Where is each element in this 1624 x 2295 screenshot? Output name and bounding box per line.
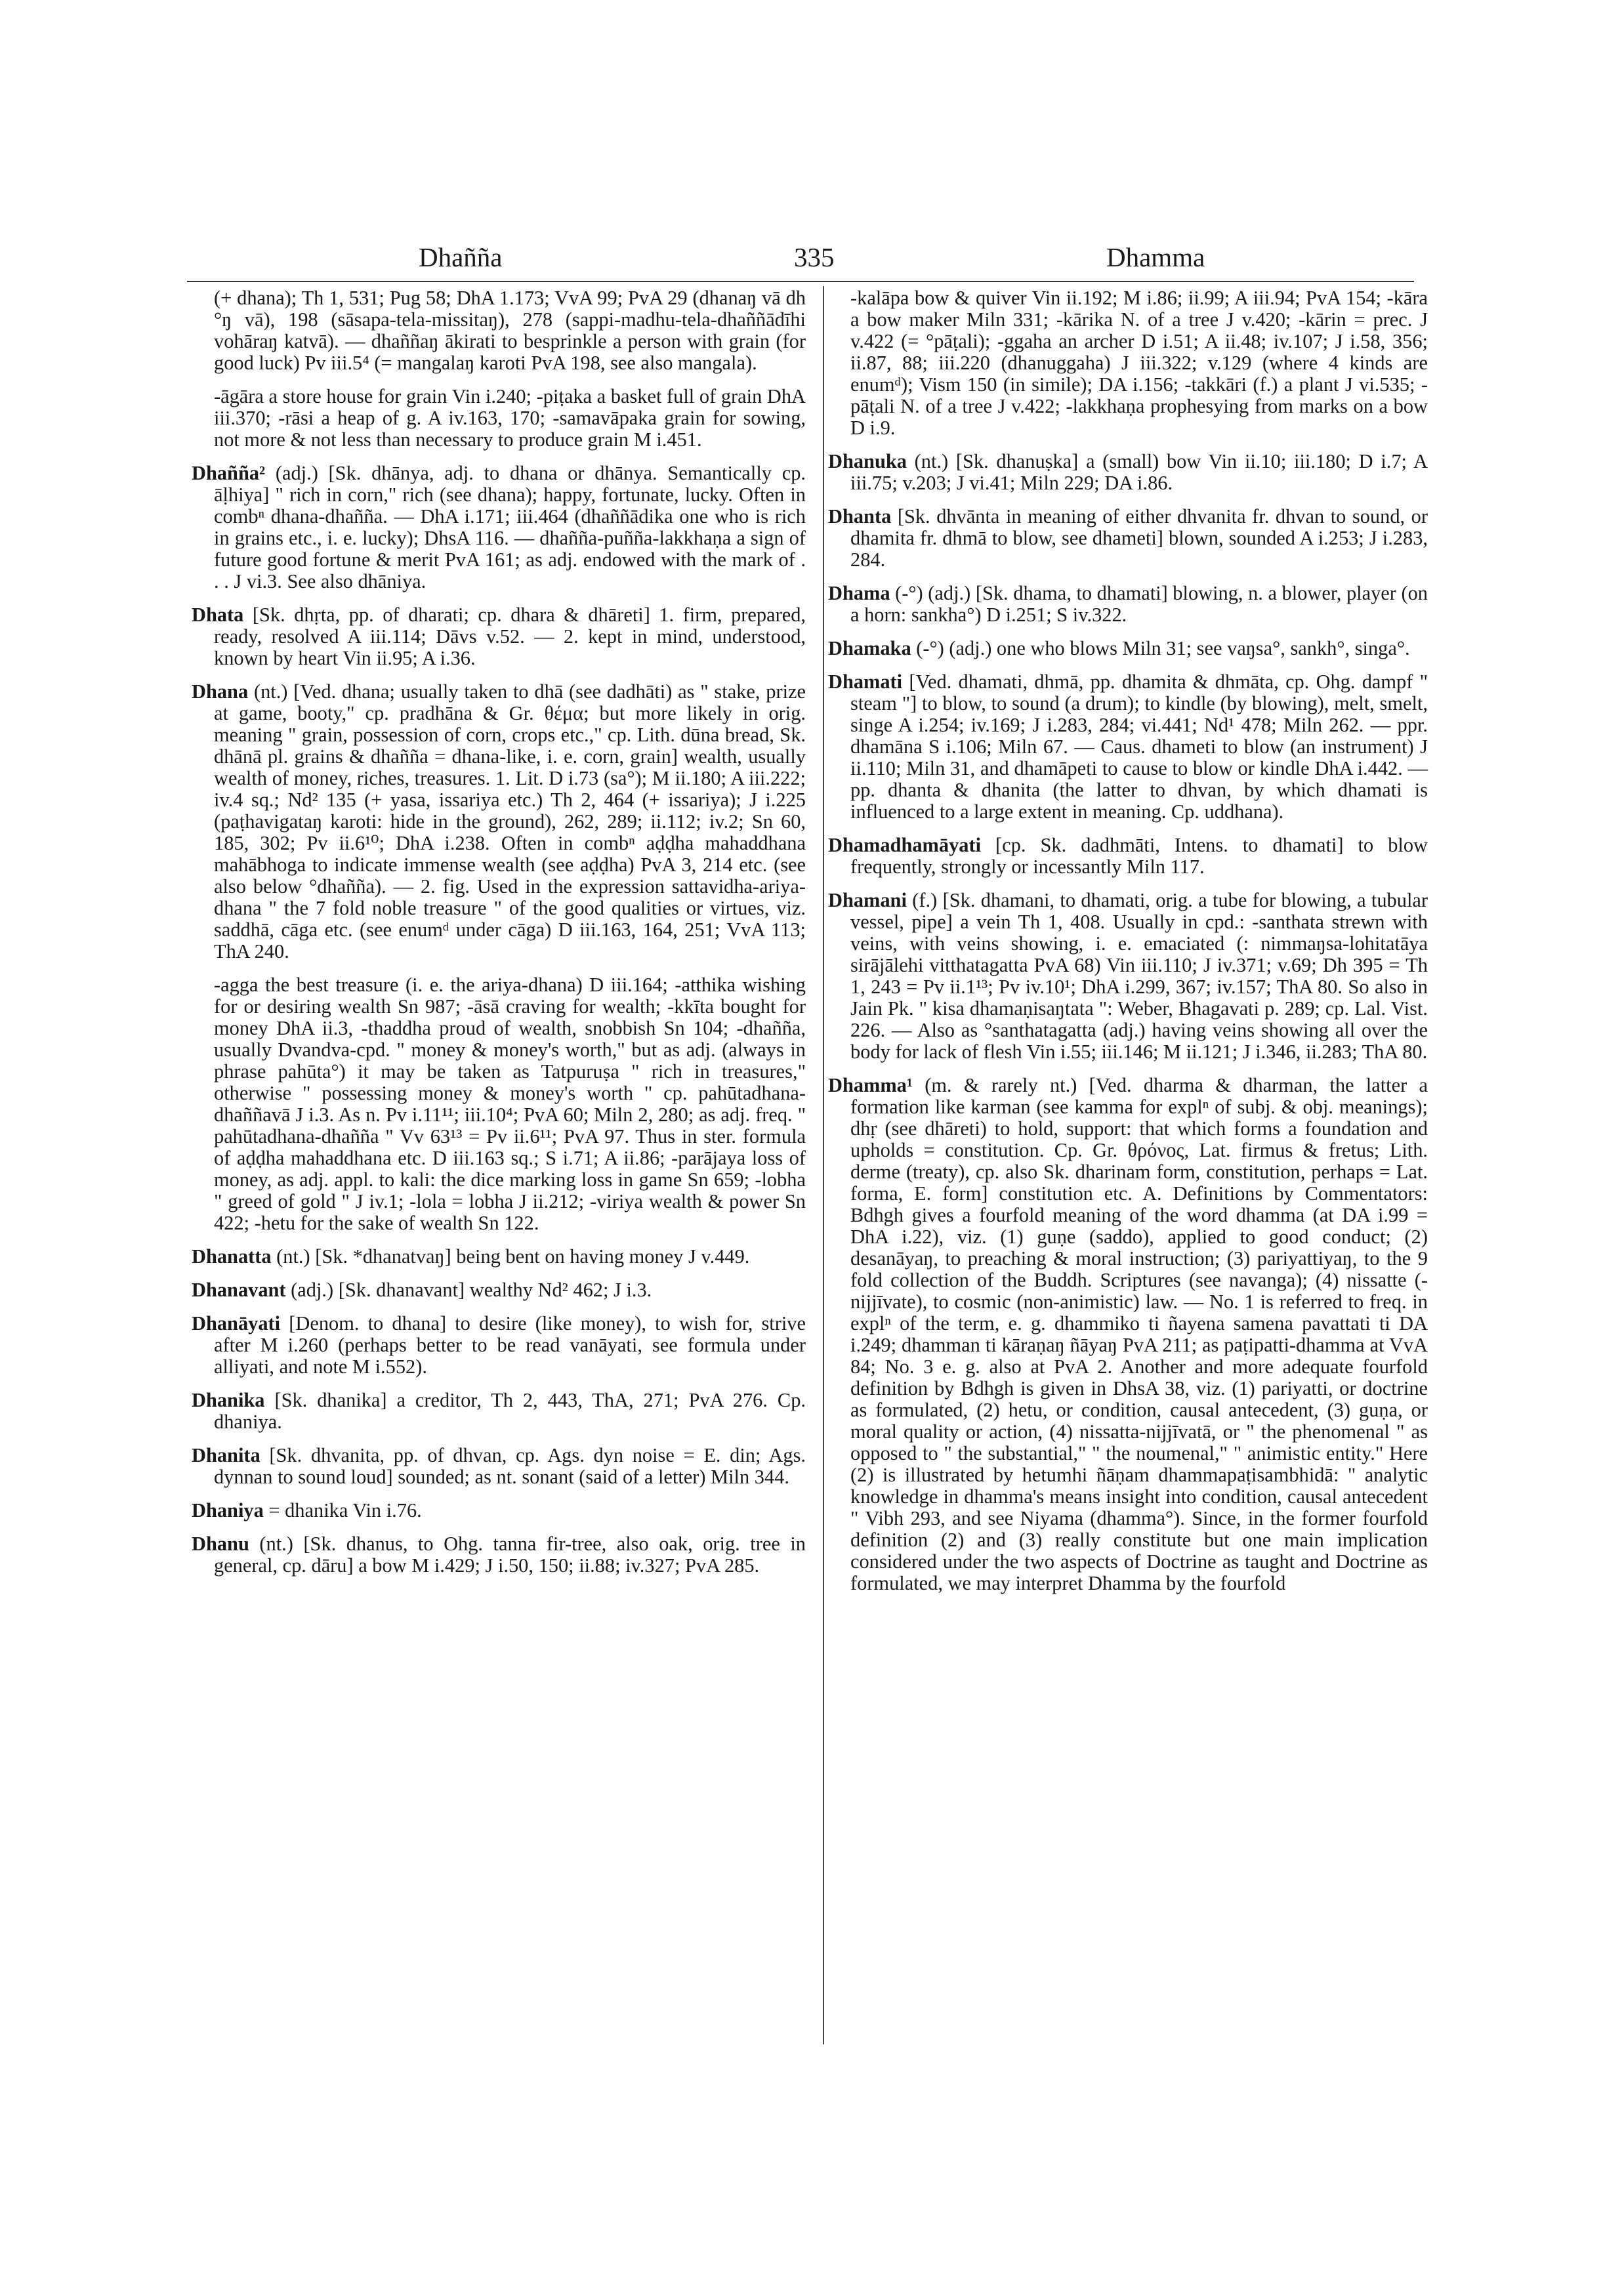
dictionary-entry (192, 1246, 806, 1268)
dictionary-entry (828, 451, 1428, 494)
headword: Dhanatta (192, 1245, 272, 1268)
entry-body: = dhanika Vin i.76. (263, 1499, 422, 1521)
dictionary-entry (192, 1313, 806, 1378)
headword: Dhanu (192, 1533, 249, 1555)
headword: Dhanāyati (192, 1312, 281, 1334)
dictionary-entry (192, 1390, 806, 1433)
dictionary-entry (192, 1533, 806, 1577)
header-right-guide-word: Dhamma (1106, 242, 1205, 272)
entry-body: [Sk. dhanika] a creditor, Th 2, 443, ThA, 271; PvA 276. Cp. dhaniya. (214, 1389, 806, 1433)
headword: Dhanita (192, 1444, 260, 1466)
column-divider (823, 286, 824, 2044)
entry-body: (adj.) [Sk. dhanavant] wealthy Nd² 462; J i.3. (285, 1279, 652, 1301)
dictionary-entry-continuation (192, 287, 806, 374)
dictionary-entry (828, 638, 1428, 659)
dictionary-entry (192, 604, 806, 669)
left-column (192, 287, 806, 1588)
dictionary-subentry (192, 974, 806, 1234)
dictionary-subentry (192, 386, 806, 451)
headword: Dhama (828, 582, 890, 604)
dictionary-entry (192, 463, 806, 592)
entry-body: (nt.) [Sk. *dhanatvaŋ] being bent on having money J v.449. (271, 1245, 750, 1268)
entry-body: (f.) [Sk. dhamani, to dhamati, orig. a tube for blowing, a tubular vessel, pipe] a vein Th 1, 408. Usually in cpd.: -santhata strewn with veins, with veins showing, i. e. emaciated (: nimmaŋsa-lohitatāya sirājālehi vitthatagatta PvA 68) Vin iii.110; J iv.371; v.69; Dh 395 = Th 1, 243 = Pv ii.1¹³; Pv iv.10¹; DhA i.299, 367; iv.157; ThA 80. So also in Jain Pk. " kisa dhamaṇisaŋtata ": Weber, Bhagavati p. 289; cp. Lal. Vist. 226. — Also as °santhatagatta (adj.) having veins showing all over the body for lack of flesh Vin i.55; iii.146; M ii.121; J i.346, ii.283; ThA 80. (850, 889, 1428, 1063)
headword: Dhanavant (192, 1279, 286, 1301)
headword: Dhañña² (192, 462, 266, 484)
headword: Dhanta (828, 505, 892, 527)
header-rule (187, 281, 1414, 282)
entry-body: (adj.) [Sk. dhānya, adj. to dhana or dhānya. Semantically cp. āḷhiya] " rich in corn," rich (see dhana); happy, fortunate, lucky. Often in combⁿ dhana-dhañña. — DhA i.171; iii.464 (dhaññādika one who is rich in grains etc., i. e. lucky); DhsA 116. — dhañña-puñña-lakkhaṇa a sign of future good fortune & merit PvA 161; as adj. endowed with the mark of . . . J vi.3. See also dhāniya. (214, 462, 806, 592)
entry-body: (nt.) [Ved. dhana; usually taken to dhā (see dadhāti) as " stake, prize at game, booty," cp. pradhāna & Gr. θέμα; but more likely in orig. meaning " grain, possession of corn, crops etc.," cp. Lith. dūna bread, Sk. dhānā pl. grains & dhañña = dhana-like, i. e. corn, grain] wealth, usually wealth of money, riches, treasures. 1. Lit. D i.73 (sa°); M ii.180; A iii.222; iv.4 sq.; Nd² 135 (+ yasa, issariya etc.) Th 2, 464 (+ issariya); J i.225 (paṭhavigataŋ karoti: hide in the ground), 262, 289; ii.112; iv.2; Sn 60, 185, 302; Pv ii.6¹⁰; DhA i.238. Often in combⁿ aḍḍha mahaddhana mahābhoga to indicate immense wealth (see aḍḍha) PvA 3, 214 etc. (see also below °dhañña). — 2. fig. Used in the expression sattavidha-ariya-dhana " the 7 fold noble treasure " of the good qualities or virtues, viz. saddhā, cāga etc. (see enumᵈ under cāga) D iii.163, 164, 251; VvA 113; ThA 240. (214, 680, 806, 962)
dictionary-entry (828, 583, 1428, 626)
headword: Dhamati (828, 671, 903, 693)
dictionary-entry (192, 1500, 806, 1521)
headword: Dhamma¹ (828, 1074, 913, 1096)
dictionary-entry (828, 1075, 1428, 1594)
entry-body: (-°) (adj.) [Sk. dhama, to dhamati] blowing, n. a blower, player (on a horn: sankha°) D i.251; S iv.322. (850, 582, 1428, 626)
dictionary-entry (192, 1445, 806, 1488)
entry-body: (+ dhana); Th 1, 531; Pug 58; DhA 1.173; VvA 99; PvA 29 (dhanaŋ vā dh °ŋ vā), 198 (sāsapa-tela-missitaŋ), 278 (sappi-madhu-tela-dhaññādīhi vohāraŋ katvā). — dhaññaŋ ākirati to besprinkle a person with grain (for good luck) Pv iii.5⁴ (= mangalaŋ karoti PvA 198, see also mangala). (214, 287, 806, 374)
header-left-guide-word: Dhañña (419, 242, 503, 272)
headword: Dhata (192, 604, 244, 626)
headword: Dhamani (828, 889, 907, 911)
dictionary-entry (828, 671, 1428, 823)
entry-body: (nt.) [Sk. dhanus, to Ohg. tanna fir-tree, also oak, orig. tree in general, cp. dāru] a bow M i.429; J i.50, 150; ii.88; iv.327; PvA 285. (214, 1533, 806, 1577)
entry-body: [Denom. to dhana] to desire (like money), to wish for, strive after M i.260 (perhaps better to be read vanāyati, see formula under alliyati, and note M i.552). (214, 1312, 806, 1378)
dictionary-entry (828, 835, 1428, 878)
dictionary-entry (828, 890, 1428, 1063)
entry-body: [Sk. dhvanita, pp. of dhvan, cp. Ags. dyn noise = E. din; Ags. dynnan to sound loud] sounded; as nt. sonant (said of a letter) Miln 344. (214, 1444, 806, 1488)
entry-body: -agga the best treasure (i. e. the ariya-dhana) D iii.164; -atthika wishing for or desiring wealth Sn 987; -āsā craving for wealth; -kkīta bought for money DhA ii.3, -thaddha proud of wealth, snobbish Sn 104; -dhañña, usually Dvandva-cpd. " money & money's worth," but as adj. (always in phrase pahūta°) it may be taken as Tatpuruṣa " rich in treasures," otherwise " possessing money & money's worth " cp. pahūtadhana-dhaññavā J i.3. As n. Pv i.11¹¹; iii.10⁴; PvA 60; Miln 2, 280; as adj. freq. " pahūtadhana-dhañña " Vv 63¹³ = Pv ii.6¹¹; PvA 97. Thus in ster. formula of aḍḍha mahaddhana etc. D iii.163 sq.; S i.71; A ii.86; -parājaya loss of money, as adj. appl. to kali: the dice marking loss in game Sn 659; -lobha " greed of gold " J iv.1; -lola = lobha J ii.212; -viriya wealth & power Sn 422; -hetu for the sake of wealth Sn 122. (214, 974, 806, 1234)
dictionary-subentry (828, 287, 1428, 439)
page-number: 335 (794, 242, 835, 272)
headword: Dhanuka (828, 450, 907, 472)
dictionary-entry (192, 681, 806, 962)
entry-body: (m. & rarely nt.) [Ved. dharma & dharman, the latter a formation like karman (see kamma for explⁿ of subj. & obj. meanings); dhṛ (see dhāreti) to hold, support: that which forms a foundation and upholds = constitution. Cp. Gr. θρόνος, Lat. firmus & fretus; Lith. derme (treaty), cp. also Sk. dharinam form, constitution, perhaps = Lat. forma, E. form] constitution etc. A. Definitions by Commentators: Bdhgh gives a fourfold meaning of the word dhamma (at DA i.99 = DhA i.22), viz. (1) guṇe (saddo), applied to good conduct; (2) desanāyaŋ, to preaching & moral instruction; (3) pariyattiyaŋ, to the 9 fold collection of the Buddh. Scriptures (see navanga); (4) nissatte (-nijjīvate), to cosmic (non-animistic) law. — No. 1 is referred to freq. in explⁿ of the term, e. g. dhammiko ti ñayena samena pavattati ti DA i.249; dhamman ti kāraṇaŋ ñāyaŋ PvA 211; as paṭipatti-dhamma at VvA 84; No. 3 e. g. also at PvA 2. Another and more adequate fourfold definition by Bdhgh is given in DhsA 38, viz. (1) pariyatti, or doctrine as formulated, (2) hetu, or condition, causal antecedent, (3) guṇa, or moral quality or action, (4) nissatta-nijjīvatā, or " the phenomenal " as opposed to " the substantial," " the noumenal," " animistic entity." Here (2) is illustrated by hetumhi ñāṇam dhammapaṭisambhidā: " analytic knowledge in dhamma's means insight into condition, causal antecedent " Vibh 293, and see Niyama (dhamma°). Since, in the former fourfold definition (2) and (3) really constitute but one main implication considered under the two aspects of Doctrine as taught and Doctrine as formulated, we may interpret Dhamma by the fourfold (850, 1074, 1428, 1594)
headword: Dhaniya (192, 1499, 264, 1521)
headword: Dhanika (192, 1389, 265, 1411)
entry-body: [cp. Sk. dadhmāti, Intens. to dhamati] to blow frequently, strongly or incessantly Miln 117. (850, 834, 1428, 878)
entry-body: [Ved. dhamati, dhmā, pp. dhamita & dhmāta, cp. Ohg. dampf " steam "] to blow, to sound (a drum); to kindle (by blowing), melt, smelt, singe A i.254; iv.169; J i.283, 284; vi.441; Nd¹ 478; Miln 262. — ppr. dhamāna S i.106; Miln 67. — Caus. dhameti to blow (an instrument) J ii.110; Miln 31, and dhamāpeti to cause to blow or kindle DhA i.442. — pp. dhanta & dhanita (the latter to dhvan, by which dhamati is influenced to a large extent in meaning. Cp. uddhana). (850, 671, 1428, 823)
dictionary-entry (192, 1279, 806, 1301)
right-column (828, 287, 1428, 1606)
headword: Dhamadhamāyati (828, 834, 982, 856)
dictionary-entry (828, 506, 1428, 571)
entry-body: (-°) (adj.) one who blows Miln 31; see vaŋsa°, sankh°, singa°. (911, 637, 1410, 659)
headword: Dhamaka (828, 637, 911, 659)
entry-body: -āgāra a store house for grain Vin i.240; -piṭaka a basket full of grain DhA iii.370; -rāsi a heap of g. A iv.163, 170; -samavāpaka grain for sowing, not more & not less than necessary to produce grain M i.451. (214, 385, 806, 451)
entry-body: (nt.) [Sk. dhanuṣka] a (small) bow Vin ii.10; iii.180; D i.7; A iii.75; v.203; J vi.41; Miln 229; DA i.86. (850, 450, 1428, 494)
entry-body: -kalāpa bow & quiver Vin ii.192; M i.86; ii.99; A iii.94; PvA 154; -kāra a bow maker Miln 331; -kārika N. of a tree J v.420; -kārin = prec. J v.422 (= °pāṭali); -ggaha an archer D i.51; A ii.48; iv.107; J i.58, 356; ii.87, 88; iii.220 (dhanuggaha) J iii.322; v.129 (where 4 kinds are enumᵈ); Vism 150 (in simile); DA i.156; -takkāri (f.) a plant J vi.535; -pāṭali N. of a tree J v.422; -lakkhaṇa prophesying from marks on a bow D i.9. (850, 287, 1428, 439)
entry-body: [Sk. dhvānta in meaning of either dhvanita fr. dhvan to sound, or dhamita fr. dhmā to blow, see dhameti] blown, sounded A i.253; J i.283, 284. (850, 505, 1428, 571)
headword: Dhana (192, 680, 249, 703)
entry-body: [Sk. dhṛta, pp. of dharati; cp. dhara & dhāreti] 1. firm, prepared, ready, resolved A iii.114; Dāvs v.52. — 2. kept in mind, understood, known by heart Vin ii.95; A i.36. (214, 604, 806, 669)
